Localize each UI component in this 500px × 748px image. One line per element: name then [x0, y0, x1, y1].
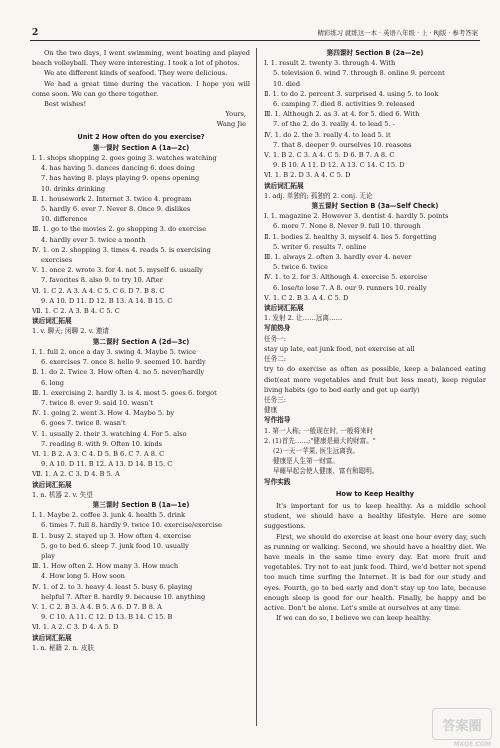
left-text-line: On the two days, I went swimming, went boating and played beach volleyball. They were interesting. I took a lot of photos.	[32, 49, 250, 68]
left-text-line: 第一课时 Section A (1a—2c)	[92, 143, 190, 152]
left-text-line: Ⅴ. 1. usually 2. their 3. watching 4. For 5. also	[32, 429, 187, 438]
right-text-line: It's important for us to keep healthy. As a middle school student, we should have a healthy lifestyle. Here are some suggestions.	[264, 501, 486, 531]
left-text-line: Yours,	[225, 110, 246, 119]
right-text-line: Ⅰ. 1. magazine 2. However 3. dentist 4. hardly 5. points	[264, 212, 449, 221]
left-text-line: 5. go to bed 6. sleep 7. junk food 10. usually	[41, 541, 189, 550]
right-text-line: Ⅵ. 1. B 2. D 3. A 4. C 5. D	[264, 171, 351, 180]
right-text-line: 9. B 10. A 11. D 12. A 13. C 14. C 15. D	[273, 161, 405, 170]
right-text-line: 写作实践	[264, 477, 291, 486]
right-text-line: How to Keep Healthy	[335, 489, 415, 498]
left-text-line: Ⅳ. 1. of 2. to 3. heavy 4. least 5. busy 6. playing	[32, 582, 193, 591]
left-text-line: Ⅳ. 1. on 2. shopping 3. times 4. reads 5. is exercising	[32, 245, 211, 254]
left-text-line: 6. goes 7. twice 8. wasn't	[41, 419, 126, 428]
right-text-line: 6. camping 7. died 8. activities 9. released	[273, 100, 415, 109]
column-divider	[256, 48, 257, 726]
left-text-line: Ⅱ. 1. busy 2. stayed up 3. How often 4. exercise	[32, 531, 191, 540]
right-text-line: Ⅱ. 1. bodies 2. healthy 3. myself 4. lies 5. forgetting	[264, 232, 437, 241]
left-text-line: 7. favorites 8. also 9. to try 10. After	[41, 276, 163, 285]
right-text-line: 读后词汇拓展	[264, 181, 304, 190]
right-text-line: Ⅴ. 1. C 2. B 3. A 4. C 5. D	[264, 293, 349, 302]
right-text-line: Ⅳ. 1. to 2. for 3. Although 4. exercise 5. exercise	[264, 273, 428, 282]
left-text-line: Ⅵ. 1. A 2. C 3. D 4. A 5. D	[32, 623, 119, 632]
left-text-line: 9. A 10. D 11. D 12. B 13. A 14. B 15. C	[41, 296, 173, 305]
right-text-line: 1. adj. 单独的; 孤独的 2. conj. 无论	[264, 191, 373, 200]
right-text-line: 早睡早起会使人健康、富有和聪明。	[273, 467, 379, 476]
watermark-logo	[432, 708, 492, 748]
left-text-line: 5. hardly 6. ever 7. Never 8. Once 9. dislikes	[41, 205, 191, 214]
header-title: 精彩练习 就练这一本 · 英语八年级 · 上 · RJ版 · 参考答案	[317, 29, 478, 37]
watermark-sub: MXQE.COM	[453, 741, 491, 748]
right-text-line: 第四课时 Section B (2a—2e)	[326, 49, 424, 57]
left-text-line: helpful 7. After 8. hardly 9. because 10. anything	[41, 592, 206, 601]
left-text-line: 7. twice 8. ever 9. said 10. wasn't	[41, 398, 154, 407]
left-text-line: 9. C 10. A 11. C 12. D 13. B 14. C 15. B	[41, 613, 173, 622]
left-text-line: 4. How long 5. How soon	[41, 572, 125, 581]
right-text-line: 任务一:	[264, 334, 287, 343]
left-text-line: We had a great time during the vacation. I hope you will come soon. We can go there together.	[32, 79, 250, 98]
left-text-line: 1. n. 秘籍 2. n. 皮肤	[32, 643, 95, 652]
left-text-line: 6. exercises 7. once 8. hello 9. seemed 10. hardly	[41, 358, 206, 367]
left-text-line: exercises	[41, 256, 73, 265]
left-text-line: Ⅵ. 1. C 2. A 3. A 4. C 5. C 6. D 7. B 8. C	[32, 286, 165, 295]
left-text-line: Ⅱ. 1. housework 2. Internet 3. twice 4. program	[32, 194, 192, 203]
right-text-line: 任务二:	[264, 355, 287, 364]
left-column	[32, 48, 250, 653]
right-text-line: 健康是人生第一财富。	[273, 457, 339, 466]
left-text-line: 9. A 10. D 11. B 12. A 13. D 14. B 15. C	[41, 460, 173, 469]
right-text-line: Ⅲ. 1. always 2. often 3. hardly ever 4. never	[264, 253, 412, 262]
right-text-line: If we can do so, I believe we can keep healthy.	[276, 614, 432, 623]
left-text-line: Ⅲ. 1. go to the movies 2. go shopping 3. do exercise	[32, 225, 207, 234]
right-text-line: (2)一天一苹果, 医生远离我。	[273, 446, 360, 455]
left-text-line: Ⅰ. 1. shops shopping 2. goes going 3. watches watching	[32, 154, 217, 163]
left-text-line: 读后词汇拓展	[32, 633, 72, 642]
right-text-line: Ⅳ. 1. do 2. the 3. really 4. to lead 5. it	[264, 130, 391, 139]
right-column	[264, 48, 486, 623]
left-text-line: Unit 2 How often do you exercise?	[77, 132, 205, 141]
left-text-line: 1. v. 聊天; 闲聊 2. v. 邀请	[32, 327, 110, 336]
right-text-line: 1. 第一人称; 一般现在时, 一般将来时	[264, 426, 374, 435]
left-text-line: 1. n. 机器 2. v. 失望	[32, 490, 93, 499]
left-text-line: 6. times 7. full 8. hardly 9. twice 10. exercise/exercise	[41, 521, 222, 530]
right-text-line: First, we should do exercise at least one hour every day, such as running or walking. Second, we should have a healthy diet. We have meals in the same time every day. Eat more fruit and vegetables. Try not to eat junk food. Third, we'd better not spend too much time surfing the Internet. It is bad for our study and eyes. Fourth, go to bed early and don't stay up too late, because enough sleep is good for our health. Finally, be happy and be active. Don't be alone. Let's smile at ourselves at any time.	[264, 532, 486, 612]
watermark-label: 答案圈	[442, 718, 482, 734]
left-text-line: 6. long	[41, 378, 64, 387]
right-text-line: 6. lose/to lose 7. A 8. our 9. runners 10. really	[273, 283, 427, 292]
right-text-line: 5. twice 6. twice	[273, 263, 328, 272]
left-text-line: Ⅰ. 1. full 2. once a day 3. swing 4. Maybe 5. twice	[32, 347, 196, 356]
left-text-line: Ⅱ. 1. do 2. Twice 3. How often 4. no 5. never/hardly	[32, 368, 205, 377]
right-text-line: try to do exercise as often as possible, keep a balanced eating diet(eat more vegetables and fruit but less meat), keep regular living habits (go to bed early and get up early)	[264, 365, 486, 394]
left-text-line: Ⅴ. 1. C 2. B 3. A 4. B 5. A 6. D 7. B 8. A	[32, 602, 162, 611]
right-text-line: stay up late, eat junk food, not exercise at all	[264, 344, 415, 353]
left-text-line: Wang Jie	[216, 120, 246, 129]
right-text-line: Ⅲ. 1. Although 2. as 3. at 4. for 5. died 6. With	[264, 110, 420, 119]
right-text-line: 5. writer 6. results 7. online	[273, 242, 367, 251]
left-text-line: 读后词汇拓展	[32, 480, 72, 489]
header-rule	[30, 40, 480, 41]
right-text-line: Ⅰ. 1. result 2. twenty 3. through 4. With	[264, 59, 396, 68]
left-text-line: Ⅳ. 1. going 2. went 3. How 4. Maybe 5. by	[32, 409, 175, 418]
left-text-line: 7. reading 8. with 9. Often 10. kinds	[41, 439, 163, 448]
page-number: 2	[32, 28, 39, 38]
left-text-line: 4. has having 5. dances dancing 6. does doing	[41, 164, 195, 173]
left-text-line: 7. has having 8. plays playing 9. opens opening	[41, 174, 200, 183]
right-text-line: 读后词汇拓展	[264, 304, 304, 313]
left-text-line: 第二课时 Section A (2d—3c)	[92, 337, 190, 346]
left-text-line: Ⅰ. 1. Maybe 2. coffee 3. junk 4. health 5. drink	[32, 511, 186, 520]
right-text-line: 写前热身	[264, 324, 291, 333]
right-text-line: Ⅴ. 1. B 2. C 3. A 4. C 5. D 6. B 7. A 8. C	[264, 151, 395, 160]
right-text-line: 2. (1)首先……;"健康是最大的财富。"	[264, 436, 376, 445]
left-text-line: 10. drinks drinking	[41, 184, 106, 193]
left-text-line: 读后词汇拓展	[32, 317, 72, 326]
left-text-line: Ⅴ. 1. once 2. wrote 3. for 4. not 5. myself 6. usually	[32, 266, 203, 275]
left-text-line: We ate different kinds of seafood. They were delicious.	[44, 69, 228, 78]
right-text-line: 第五课时 Section B (3a—Self Check)	[311, 202, 439, 211]
right-text-line: 6. more 7. None 8. Never 9. full 10. through	[273, 222, 421, 231]
left-text-line: play	[41, 551, 55, 560]
right-text-line: 10. died	[273, 79, 301, 88]
left-text-line: 10. difference	[41, 215, 88, 224]
left-text-line: Ⅲ. 1. How often 2. How many 3. How much	[32, 562, 179, 571]
left-text-line: 第三课时 Section B (1a—1e)	[92, 500, 190, 509]
right-text-line: Ⅱ. 1. to do 2. percent 3. surprised 4. using 5. to look	[264, 89, 439, 98]
right-text-line: 1. 发射 2. 让……远离……	[264, 314, 343, 323]
right-text-line: 5. television 6. wind 7. through 8. online 9. percent	[273, 69, 445, 78]
left-text-line: Ⅶ. 1. C 2. A 3. B 4. C 5. C	[32, 307, 120, 316]
left-text-line: Best wishes!	[44, 100, 87, 109]
right-text-line: 7. of the 2. do 3. really 4. to lead 5. -	[273, 120, 395, 129]
right-text-line: 7. that 8. deeper 9. ourselves 10. reasons	[273, 140, 412, 149]
right-text-line: 健康	[264, 406, 278, 415]
left-text-line: Ⅲ. 1. exercising 2. hardly 3. is 4. most 5. goes 6. forgot	[32, 388, 217, 397]
left-text-line: Ⅵ. 1. B 2. A 3. C 4. D 5. B 6. C 7. A 8. C	[32, 449, 165, 458]
left-text-line: Ⅶ. 1. A 2. C 3. D 4. B 5. A	[32, 470, 120, 479]
left-text-line: 4. hardly ever 5. twice a month	[41, 235, 146, 244]
right-text-line: 写作指导	[264, 416, 291, 425]
right-text-line: 任务三:	[264, 395, 287, 404]
